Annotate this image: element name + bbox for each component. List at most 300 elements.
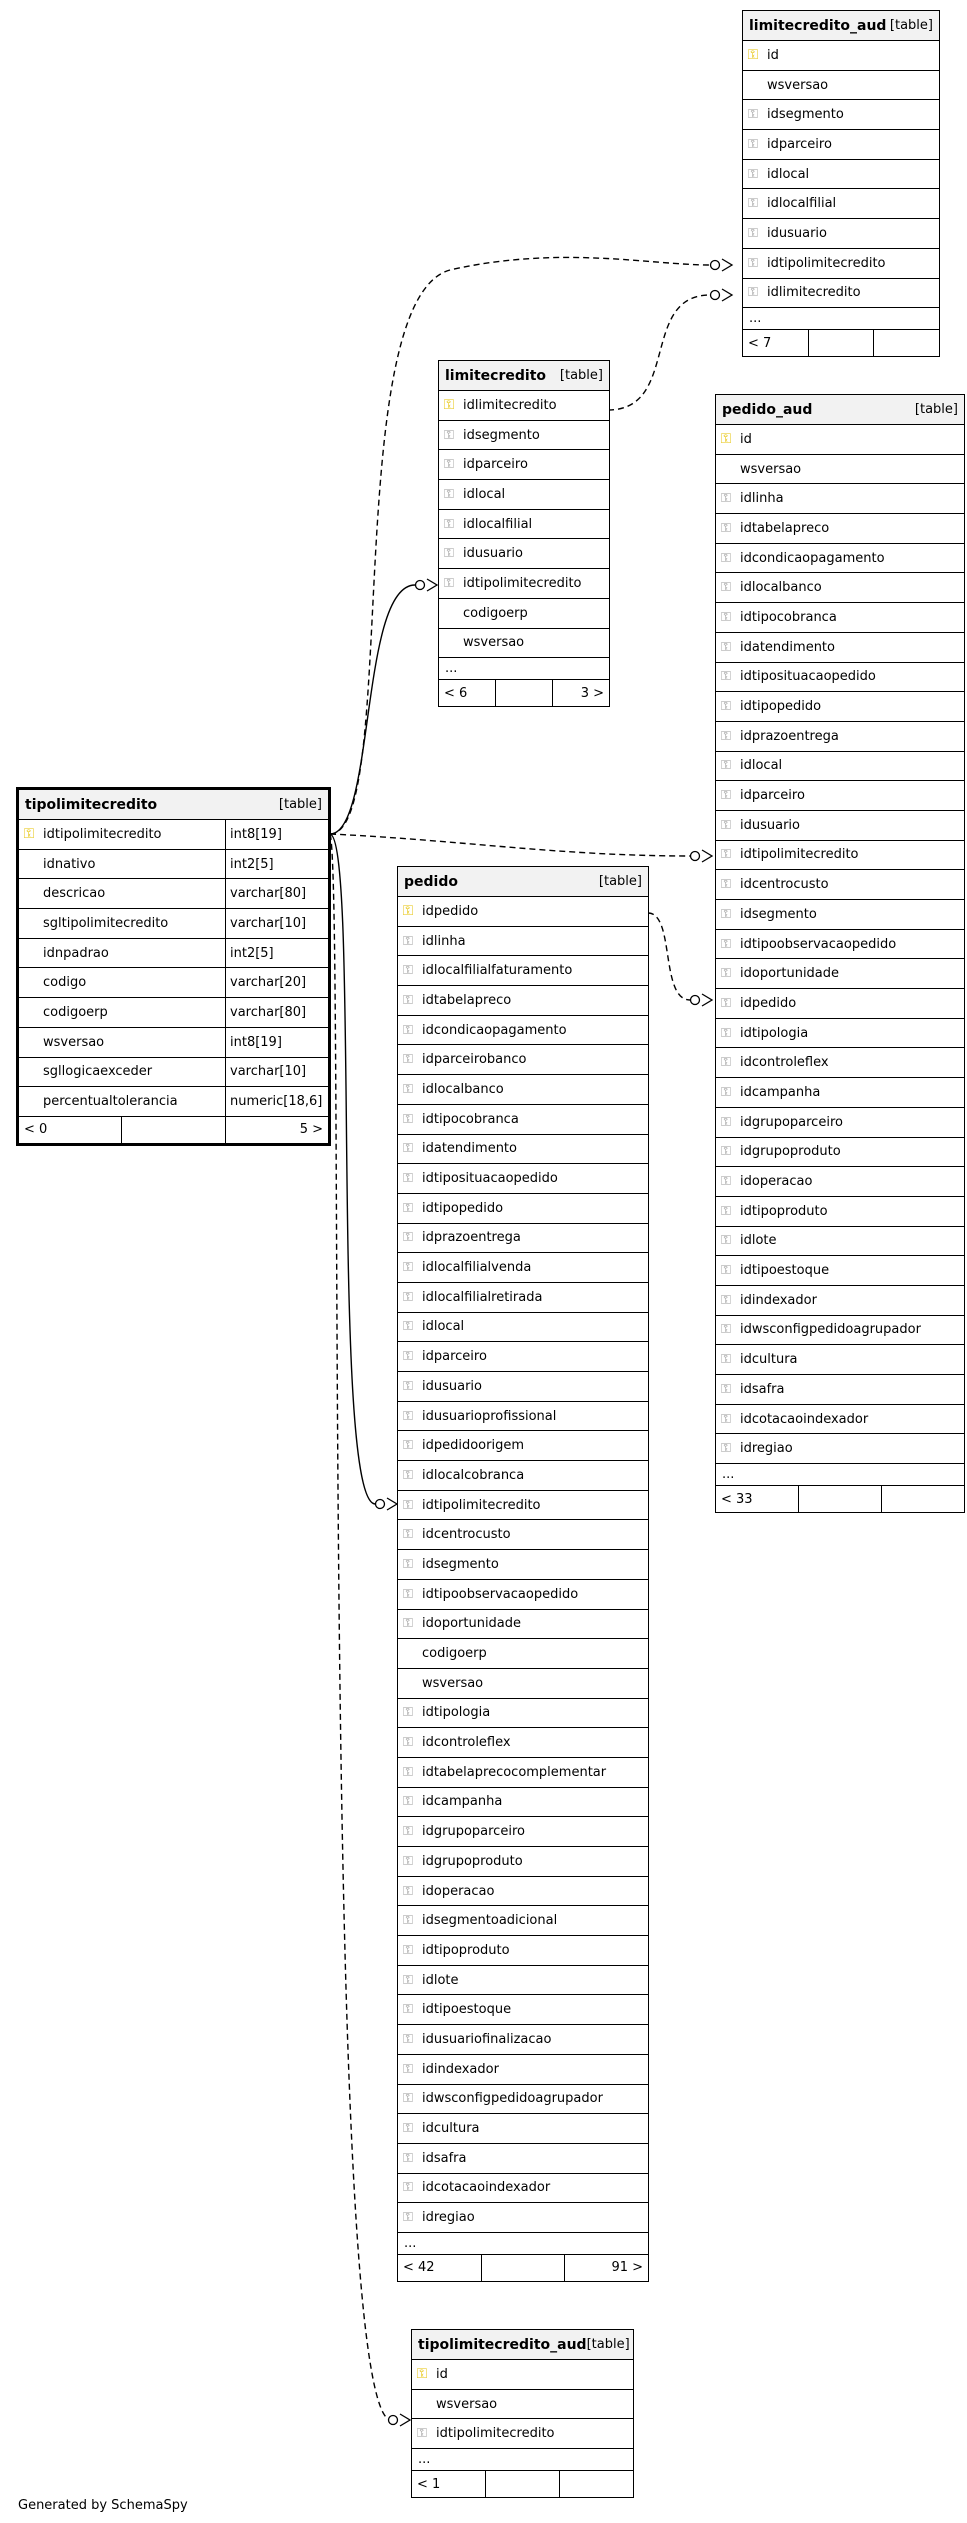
column-name: id — [740, 431, 752, 447]
column-name: idparceiro — [463, 457, 528, 473]
column-name: idregiao — [422, 2210, 475, 2226]
column-row[interactable] — [716, 1434, 964, 1464]
column-name: codigoerp — [463, 605, 528, 621]
column-name: idcultura — [422, 2121, 480, 2137]
column-row[interactable] — [743, 249, 939, 279]
foreign-key-icon: ⚿ — [721, 1025, 731, 1041]
column-name: idtipolimitecredito — [422, 1497, 541, 1513]
column-name: idcampanha — [740, 1084, 821, 1100]
children-count[interactable]: 3 > — [580, 685, 604, 701]
foreign-key-icon: ⚿ — [444, 457, 454, 473]
column-name: idtipoestoque — [740, 1263, 830, 1279]
crowfoot — [702, 850, 712, 862]
column-type: varchar[80] — [225, 879, 328, 908]
column-row[interactable] — [716, 811, 964, 841]
foreign-key-icon: ⚿ — [403, 1824, 413, 1840]
table-header — [19, 790, 328, 820]
column-row[interactable] — [716, 692, 964, 722]
column-row[interactable] — [398, 1699, 648, 1729]
column-row[interactable] — [398, 1906, 648, 1936]
column-row[interactable] — [716, 514, 964, 544]
column-name: idlote — [422, 1972, 459, 1988]
column-row[interactable] — [716, 663, 964, 693]
column-row[interactable] — [743, 100, 939, 130]
column-name: wsversao — [422, 1675, 484, 1691]
foreign-key-icon: ⚿ — [417, 2426, 427, 2442]
foreign-key-icon: ⚿ — [403, 1022, 413, 1038]
foreign-key-icon: ⚿ — [403, 1942, 413, 1958]
foreign-key-icon: ⚿ — [403, 2180, 413, 2196]
edge-end-marker — [691, 996, 700, 1005]
column-row[interactable] — [398, 986, 648, 1016]
column-type: varchar[10] — [225, 1058, 328, 1087]
column-row[interactable] — [19, 909, 328, 939]
column-row[interactable] — [398, 1075, 648, 1105]
foreign-key-icon: ⚿ — [721, 995, 731, 1011]
column-row[interactable] — [716, 455, 964, 485]
parents-count[interactable]: < 7 — [748, 335, 772, 351]
column-row[interactable] — [398, 1788, 648, 1818]
column-row[interactable] — [398, 1995, 648, 2025]
column-name: idparceiro — [740, 788, 805, 804]
column-type: numeric[18,6] — [225, 1087, 328, 1116]
table-footer — [412, 2471, 633, 2497]
crowfoot — [400, 2414, 410, 2426]
column-row[interactable] — [398, 2055, 648, 2085]
column-row[interactable] — [398, 2085, 648, 2115]
column-row[interactable] — [19, 998, 328, 1028]
column-row[interactable] — [439, 569, 609, 599]
column-name: idtipopedido — [740, 699, 822, 715]
column-row[interactable] — [716, 1138, 964, 1168]
column-name: idcontroleflex — [740, 1055, 829, 1071]
column-name: idregiao — [740, 1441, 793, 1457]
more-columns-ellipsis: ... — [716, 1464, 964, 1486]
column-name: idcentrocusto — [422, 1527, 511, 1543]
column-type: int8[19] — [225, 820, 328, 849]
column-name: wsversao — [436, 2396, 498, 2412]
column-row[interactable] — [398, 1431, 648, 1461]
column-row[interactable] — [398, 2025, 648, 2055]
column-row[interactable] — [398, 1164, 648, 1194]
column-row[interactable] — [398, 927, 648, 957]
footer-middle — [808, 330, 875, 356]
column-name: idparceiro — [422, 1349, 487, 1365]
column-name: idtipoobservacaopedido — [740, 936, 897, 952]
foreign-key-icon: ⚿ — [403, 1438, 413, 1454]
primary-key-icon: ⚿ — [747, 47, 759, 64]
column-row[interactable] — [398, 1817, 648, 1847]
column-row[interactable] — [716, 484, 964, 514]
crowfoot — [427, 579, 437, 591]
column-row[interactable] — [743, 130, 939, 160]
column-name: idoportunidade — [422, 1616, 522, 1632]
column-row[interactable] — [716, 633, 964, 663]
column-row[interactable] — [439, 629, 609, 659]
table-tipolimitecredito-aud[interactable] — [411, 2329, 634, 2498]
foreign-key-icon: ⚿ — [748, 107, 758, 123]
column-row[interactable] — [398, 1135, 648, 1165]
foreign-key-icon: ⚿ — [721, 847, 731, 863]
foreign-key-icon: ⚿ — [403, 1913, 413, 1929]
column-name: idlocalcobranca — [422, 1467, 525, 1483]
foreign-key-icon: ⚿ — [721, 491, 731, 507]
column-name: idwsconfigpedidoagrupador — [422, 2091, 603, 2107]
column-name: idgrupoparceiro — [740, 1114, 843, 1130]
parents-count[interactable]: < 1 — [417, 2476, 441, 2492]
more-columns-ellipsis: ... — [412, 2449, 633, 2471]
column-row[interactable] — [716, 425, 964, 455]
column-name: idcampanha — [422, 1794, 503, 1810]
column-name: idusuariofinalizacao — [422, 2031, 552, 2047]
column-name: id — [436, 2366, 448, 2382]
foreign-key-icon: ⚿ — [403, 1378, 413, 1394]
table-header — [439, 361, 609, 391]
column-type: varchar[20] — [225, 968, 328, 997]
column-row[interactable] — [398, 1610, 648, 1640]
table-footer — [398, 2255, 648, 2281]
column-row[interactable] — [716, 603, 964, 633]
column-row[interactable] — [398, 1402, 648, 1432]
foreign-key-icon: ⚿ — [403, 1081, 413, 1097]
column-row[interactable] — [398, 1728, 648, 1758]
foreign-key-icon: ⚿ — [403, 992, 413, 1008]
column-row[interactable] — [439, 480, 609, 510]
column-name: idcultura — [740, 1352, 798, 1368]
column-row[interactable] — [398, 1194, 648, 1224]
foreign-key-icon: ⚿ — [444, 486, 454, 502]
column-name: codigo — [43, 975, 87, 991]
column-row[interactable] — [19, 1058, 328, 1088]
column-row[interactable] — [398, 1105, 648, 1135]
column-name: idcotacaoindexador — [740, 1411, 869, 1427]
column-row[interactable] — [716, 781, 964, 811]
foreign-key-icon: ⚿ — [748, 285, 758, 301]
column-row[interactable] — [716, 544, 964, 574]
foreign-key-icon: ⚿ — [721, 1322, 731, 1338]
column-row[interactable] — [716, 1405, 964, 1435]
column-row[interactable] — [716, 870, 964, 900]
column-row[interactable] — [19, 1028, 328, 1058]
column-row[interactable] — [412, 2419, 633, 2449]
primary-key-icon: ⚿ — [443, 397, 455, 414]
column-name: idtipolimitecredito — [767, 255, 886, 271]
column-row[interactable] — [398, 1313, 648, 1343]
table-name[interactable]: pedido — [404, 873, 458, 890]
column-row[interactable] — [716, 930, 964, 960]
column-type: varchar[80] — [225, 998, 328, 1027]
column-row[interactable] — [716, 1167, 964, 1197]
column-row[interactable] — [398, 1758, 648, 1788]
column-row[interactable] — [716, 722, 964, 752]
column-name: idtabelapreco — [422, 992, 512, 1008]
column-row[interactable] — [439, 599, 609, 629]
foreign-key-icon: ⚿ — [748, 136, 758, 152]
column-row[interactable] — [398, 1966, 648, 1996]
column-row[interactable] — [716, 1227, 964, 1257]
foreign-key-icon: ⚿ — [403, 933, 413, 949]
edge-end-marker — [416, 581, 425, 590]
column-row[interactable] — [743, 160, 939, 190]
column-row[interactable] — [398, 956, 648, 986]
table-name[interactable]: pedido_aud — [722, 401, 813, 418]
column-row[interactable] — [716, 1375, 964, 1405]
more-columns-ellipsis: ... — [398, 2233, 648, 2255]
column-name: idlocalfilialretirada — [422, 1289, 543, 1305]
column-name: idsegmento — [422, 1556, 499, 1572]
column-row[interactable] — [716, 1078, 964, 1108]
column-row[interactable] — [716, 752, 964, 782]
column-row[interactable] — [439, 421, 609, 451]
column-name: idsafra — [422, 2150, 467, 2166]
foreign-key-icon: ⚿ — [721, 1292, 731, 1308]
column-name: idsafra — [740, 1381, 785, 1397]
foreign-key-icon: ⚿ — [403, 963, 413, 979]
foreign-key-icon: ⚿ — [403, 1616, 413, 1632]
table-limitecredito[interactable] — [438, 360, 610, 707]
column-row[interactable] — [19, 968, 328, 998]
column-row[interactable] — [716, 1197, 964, 1227]
primary-key-icon: ⚿ — [720, 431, 732, 448]
column-name: idsegmento — [740, 906, 817, 922]
foreign-key-icon: ⚿ — [403, 1556, 413, 1572]
foreign-key-icon: ⚿ — [721, 1114, 731, 1130]
table-header — [716, 395, 964, 425]
foreign-key-icon: ⚿ — [403, 1408, 413, 1424]
column-name: idcondicaopagamento — [740, 550, 885, 566]
column-row[interactable] — [439, 510, 609, 540]
column-name: idsegmentoadicional — [422, 1913, 558, 1929]
children-count[interactable] — [882, 1486, 964, 1512]
table-name[interactable]: limitecredito_aud — [749, 17, 887, 34]
column-row[interactable] — [398, 1342, 648, 1372]
foreign-key-icon: ⚿ — [403, 1111, 413, 1127]
foreign-key-icon: ⚿ — [721, 550, 731, 566]
footer-middle — [495, 680, 553, 706]
column-name: idpedido — [422, 903, 479, 919]
column-row[interactable] — [716, 1019, 964, 1049]
edge-end-marker — [376, 1500, 385, 1509]
primary-key-icon: ⚿ — [402, 903, 414, 920]
foreign-key-icon: ⚿ — [403, 1705, 413, 1721]
column-row[interactable] — [716, 1345, 964, 1375]
table-pedido[interactable] — [397, 866, 649, 2282]
foreign-key-icon: ⚿ — [403, 2031, 413, 2047]
column-name: idtipoproduto — [422, 1942, 510, 1958]
column-name: sgltipolimitecredito — [43, 915, 169, 931]
children-count[interactable]: 5 > — [299, 1122, 323, 1138]
column-row[interactable] — [743, 279, 939, 309]
column-row[interactable] — [716, 1048, 964, 1078]
column-row[interactable] — [398, 1520, 648, 1550]
column-row[interactable] — [398, 1045, 648, 1075]
more-columns-ellipsis: ... — [439, 658, 609, 680]
column-row[interactable] — [398, 1372, 648, 1402]
parents-count[interactable]: < 33 — [721, 1491, 753, 1507]
column-row[interactable] — [398, 1224, 648, 1254]
foreign-key-icon: ⚿ — [403, 1764, 413, 1780]
column-row[interactable] — [19, 879, 328, 909]
column-row[interactable] — [398, 2144, 648, 2174]
column-row[interactable] — [398, 1253, 648, 1283]
column-name: idtipolimitecredito — [436, 2426, 555, 2442]
column-row[interactable] — [19, 1087, 328, 1117]
crowfoot — [722, 289, 732, 301]
foreign-key-icon: ⚿ — [403, 1230, 413, 1246]
children-count[interactable] — [874, 330, 939, 356]
foreign-key-icon: ⚿ — [721, 1144, 731, 1160]
foreign-key-icon: ⚿ — [721, 1441, 731, 1457]
children-count[interactable]: 91 > — [611, 2260, 644, 2276]
table-limitecredito-aud[interactable] — [742, 10, 940, 357]
children-count[interactable] — [560, 2471, 633, 2497]
column-row[interactable] — [716, 573, 964, 603]
column-row[interactable] — [439, 450, 609, 480]
column-name: idcotacaoindexador — [422, 2180, 551, 2196]
column-name: idsegmento — [767, 107, 844, 123]
column-type: varchar[10] — [225, 909, 328, 938]
edge-end-marker — [389, 2416, 398, 2425]
column-row[interactable] — [398, 1877, 648, 1907]
column-row[interactable] — [716, 989, 964, 1019]
column-type: int2[5] — [225, 850, 328, 879]
column-row[interactable] — [398, 1669, 648, 1699]
column-row[interactable] — [439, 539, 609, 569]
column-row[interactable] — [716, 959, 964, 989]
column-name: idpedidoorigem — [422, 1438, 525, 1454]
column-row[interactable] — [398, 1283, 648, 1313]
foreign-key-icon: ⚿ — [403, 1141, 413, 1157]
column-row[interactable] — [716, 841, 964, 871]
column-row[interactable] — [398, 897, 648, 927]
foreign-key-icon: ⚿ — [403, 1171, 413, 1187]
table-tipolimitecredito[interactable] — [16, 787, 331, 1146]
foreign-key-icon: ⚿ — [721, 966, 731, 982]
column-row[interactable] — [743, 219, 939, 249]
foreign-key-icon: ⚿ — [748, 225, 758, 241]
table-pedido-aud[interactable] — [715, 394, 965, 1513]
column-row[interactable] — [716, 1256, 964, 1286]
column-name: idtipoproduto — [740, 1203, 828, 1219]
column-row[interactable] — [398, 1491, 648, 1521]
column-name: idgrupoparceiro — [422, 1824, 525, 1840]
column-name: idlote — [740, 1233, 777, 1249]
edge-pedido-aud-idtipolimitecredito — [330, 834, 690, 856]
column-row[interactable] — [398, 1461, 648, 1491]
footer-middle — [798, 1486, 882, 1512]
column-name: idtiposituacaopedido — [422, 1171, 558, 1187]
table-footer — [19, 1117, 328, 1143]
table-tag: [table] — [559, 368, 603, 383]
table-name[interactable]: tipolimitecredito — [25, 796, 158, 813]
column-name: idsegmento — [463, 427, 540, 443]
column-row[interactable] — [398, 1550, 648, 1580]
table-tag: [table] — [889, 18, 933, 33]
column-name: idlimitecredito — [767, 285, 861, 301]
foreign-key-icon: ⚿ — [721, 1174, 731, 1190]
column-name: idtipoobservacaopedido — [422, 1586, 579, 1602]
column-name: idcontroleflex — [422, 1735, 511, 1751]
column-row[interactable] — [19, 850, 328, 880]
column-row[interactable] — [412, 2360, 633, 2390]
column-name: idtipolimitecredito — [740, 847, 859, 863]
foreign-key-icon: ⚿ — [721, 877, 731, 893]
foreign-key-icon: ⚿ — [403, 1972, 413, 1988]
column-name: idlocalfilialfaturamento — [422, 963, 573, 979]
foreign-key-icon: ⚿ — [721, 1411, 731, 1427]
column-row[interactable] — [19, 820, 328, 850]
edge-end-marker — [711, 291, 720, 300]
column-row[interactable] — [716, 1108, 964, 1138]
table-name[interactable]: tipolimitecredito_aud — [418, 2336, 587, 2353]
foreign-key-icon: ⚿ — [721, 758, 731, 774]
column-name: idgrupoproduto — [422, 1853, 523, 1869]
column-name: idtiposituacaopedido — [740, 669, 876, 685]
column-name: idlocalfilial — [463, 516, 533, 532]
column-name: idlocalfilialvenda — [422, 1260, 532, 1276]
foreign-key-icon: ⚿ — [721, 1203, 731, 1219]
table-tag: [table] — [586, 2337, 630, 2352]
foreign-key-icon: ⚿ — [403, 1883, 413, 1899]
column-row[interactable] — [398, 2114, 648, 2144]
foreign-key-icon: ⚿ — [721, 520, 731, 536]
column-row[interactable] — [398, 1016, 648, 1046]
column-row[interactable] — [398, 2174, 648, 2204]
table-header — [398, 867, 648, 897]
column-row[interactable] — [743, 71, 939, 101]
foreign-key-icon: ⚿ — [403, 1853, 413, 1869]
column-row[interactable] — [398, 2203, 648, 2233]
table-header — [412, 2330, 633, 2360]
column-name: wsversao — [740, 461, 802, 477]
table-footer — [439, 680, 609, 706]
column-row[interactable] — [743, 41, 939, 71]
foreign-key-icon: ⚿ — [721, 788, 731, 804]
column-row[interactable] — [743, 189, 939, 219]
table-tag: [table] — [914, 402, 958, 417]
column-row[interactable] — [19, 939, 328, 969]
parents-count[interactable]: < 42 — [403, 2260, 435, 2276]
column-row[interactable] — [398, 1936, 648, 1966]
column-row[interactable] — [716, 900, 964, 930]
column-name: idlocal — [740, 758, 783, 774]
column-type: int8[19] — [225, 1028, 328, 1057]
more-columns-ellipsis: ... — [743, 308, 939, 330]
footer-middle — [121, 1117, 225, 1143]
column-row[interactable] — [716, 1316, 964, 1346]
foreign-key-icon: ⚿ — [403, 2002, 413, 2018]
column-row[interactable] — [398, 1580, 648, 1610]
column-name: idgrupoproduto — [740, 1144, 841, 1160]
foreign-key-icon: ⚿ — [721, 728, 731, 744]
column-name: wsversao — [463, 635, 525, 651]
column-row[interactable] — [398, 1847, 648, 1877]
footer-middle — [481, 2255, 566, 2281]
column-name: idusuario — [422, 1378, 482, 1394]
parents-count[interactable]: < 6 — [444, 685, 468, 701]
parents-count[interactable]: < 0 — [24, 1122, 48, 1138]
table-name[interactable]: limitecredito — [445, 367, 547, 384]
column-row[interactable] — [412, 2390, 633, 2420]
column-row[interactable] — [398, 1639, 648, 1669]
foreign-key-icon: ⚿ — [403, 2121, 413, 2137]
column-name: idindexador — [740, 1292, 817, 1308]
column-name: idtipologia — [740, 1025, 809, 1041]
foreign-key-icon: ⚿ — [721, 639, 731, 655]
column-name: idlocal — [767, 166, 810, 182]
column-row[interactable] — [439, 391, 609, 421]
column-row[interactable] — [716, 1286, 964, 1316]
